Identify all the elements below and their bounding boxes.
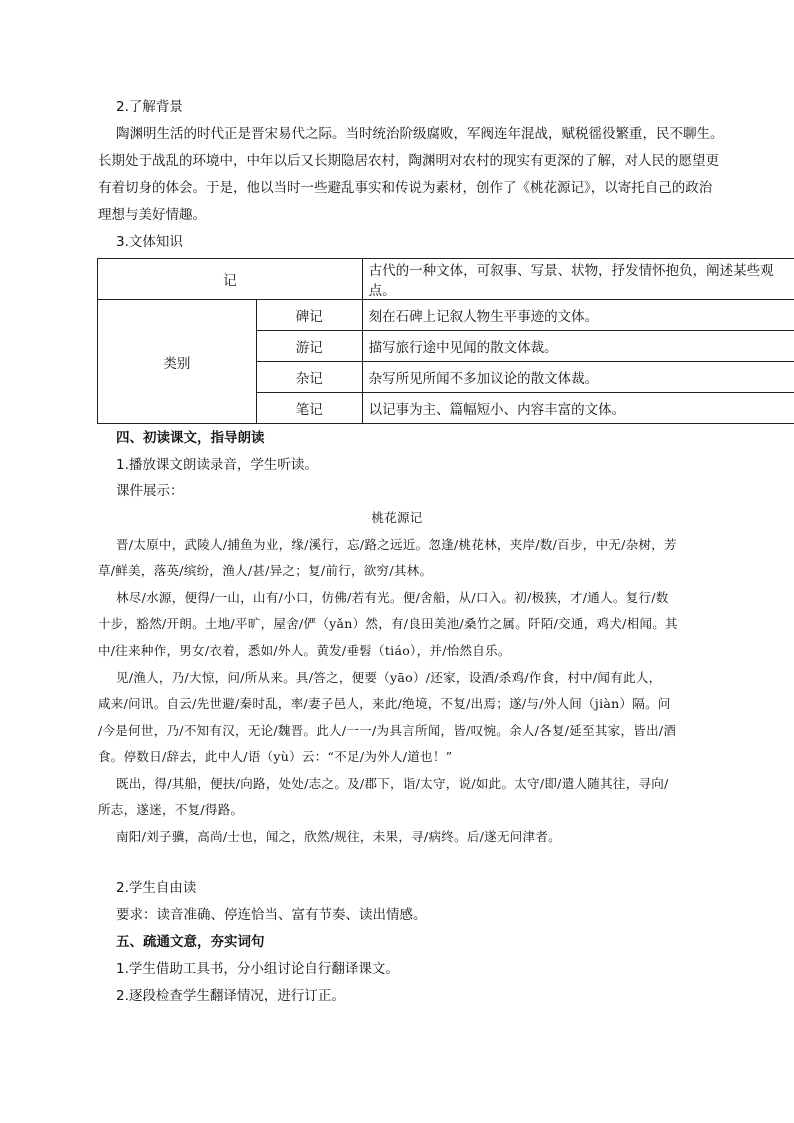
reading-requirement: 要求：读音准确、停连恰当、富有节奏、读出情感。 [116, 907, 427, 923]
text-line: 食。停数日/辞去，此中人/语（yù）云：“不足/为外人/道也！” [98, 749, 453, 764]
ji-label-cell: 记 [98, 259, 363, 300]
text-line: 所志，遂迷，不复/得路。 [98, 802, 244, 817]
text-line: 中/往来种作，男女/衣着，悉如/外人。黄发/垂髫（tiáo），并/怡然自乐。 [98, 643, 511, 658]
table-row [98, 300, 794, 331]
text-line: 既出，得/其船，便扶/向路，处处/志之。及/郡下，诣/太守，说/如此。太守/即/遣人随其往，寻向/ [116, 776, 669, 791]
section-5-item-1: 1.学生借助工具书，分小组讨论自行翻译课文。 [116, 961, 399, 977]
text-line: 草/鲜美，落英/缤纷，渔人/甚/异之；复/前行，欲穷/其林。 [98, 563, 433, 578]
text-line: 十步，豁然/开朗。土地/平旷，屋舍/俨（yǎn）然，有/良田美池/桑竹之属。阡陌/交通，鸡犬/相闻。其 [98, 616, 678, 631]
category-desc-cell: 刻在石碑上记叙人物生平事迹的文体。 [362, 300, 794, 331]
section-5-heading: 五、疏通文意，夯实词句 [116, 934, 265, 950]
section-5-item-2: 2.逐段检查学生翻译情况，进行订正。 [116, 988, 345, 1004]
category-name-cell: 碑记 [256, 300, 362, 331]
ji-desc-cell: 古代的一种文体，可叙事、写景、状物，抒发情怀抱负，阐述某些观点。 [362, 259, 794, 300]
text-line: 晋/太原中，武陵人/捕鱼为业，缘/溪行，忘/路之远近。忽逢/桃花林，夹岸/数/百步，中无/杂树，芳 [116, 537, 677, 552]
courseware-label: 课件展示： [116, 483, 184, 499]
background-line-3: 有着切身的体会。于是，他以当时一些避乱事实和传说为素材，创作了《桃花源记》，以寄托自己的政治 [98, 180, 713, 196]
background-heading: 2.了解背景 [116, 99, 183, 115]
category-desc-cell: 杂写所见所闻不多加议论的散文体裁。 [362, 362, 794, 393]
genre-table [97, 258, 794, 424]
table-row [98, 259, 794, 300]
category-name-cell: 游记 [256, 331, 362, 362]
category-label-cell: 类别 [98, 300, 257, 424]
text-line: 南阳/刘子骥，高尚/士也，闻之，欣然/规往，未果，寻/病终。后/遂无问津者。 [116, 829, 561, 844]
background-line-4: 理想与美好情趣。 [98, 207, 206, 223]
category-name-cell: 杂记 [256, 362, 362, 393]
genre-heading: 3.文体知识 [116, 234, 183, 250]
text-line: /今是何世，乃/不知有汉，无论/魏晋。此人/一一/为具言所闻，皆/叹惋。余人/各复/延至其家，皆出/酒 [98, 723, 677, 738]
category-desc-cell: 描写旅行途中见闻的散文体裁。 [362, 331, 794, 362]
section-4-item-1: 1.播放课文朗读录音，学生听读。 [116, 457, 318, 473]
text-line: 咸来/问讯。自云/先世避/秦时乱，率/妻子邑人，来此/绝境，不复/出焉；遂/与/外人间（jiàn）隔。问 [98, 696, 671, 711]
text-line: 见/渔人，乃/大惊，问/所从来。具/答之，便要（yāo）/还家，设酒/杀鸡/作食，村中/闻有此人， [116, 670, 662, 685]
text-line: 林尽/水源，便得/一山，山有/小口，仿佛/若有光。便/舍船，从/口入。初/极狭，才/通人。复行/数 [116, 590, 669, 605]
category-name-cell: 笔记 [256, 393, 362, 424]
background-line-1: 陶渊明生活的时代正是晋宋易代之际。当时统治阶级腐败，军阀连年混战，赋税徭役繁重，民不聊生。 [116, 126, 724, 142]
background-line-2: 长期处于战乱的环境中，中年以后又长期隐居农村，陶渊明对农村的现实有更深的了解，对人民的愿望更 [98, 153, 719, 169]
section-4-heading: 四、初读课文，指导朗读 [116, 430, 265, 446]
text-title: 桃花源记 [371, 510, 423, 525]
category-desc-cell: 以记事为主、篇幅短小、内容丰富的文体。 [362, 393, 794, 424]
section-4-item-2: 2.学生自由读 [116, 880, 197, 896]
